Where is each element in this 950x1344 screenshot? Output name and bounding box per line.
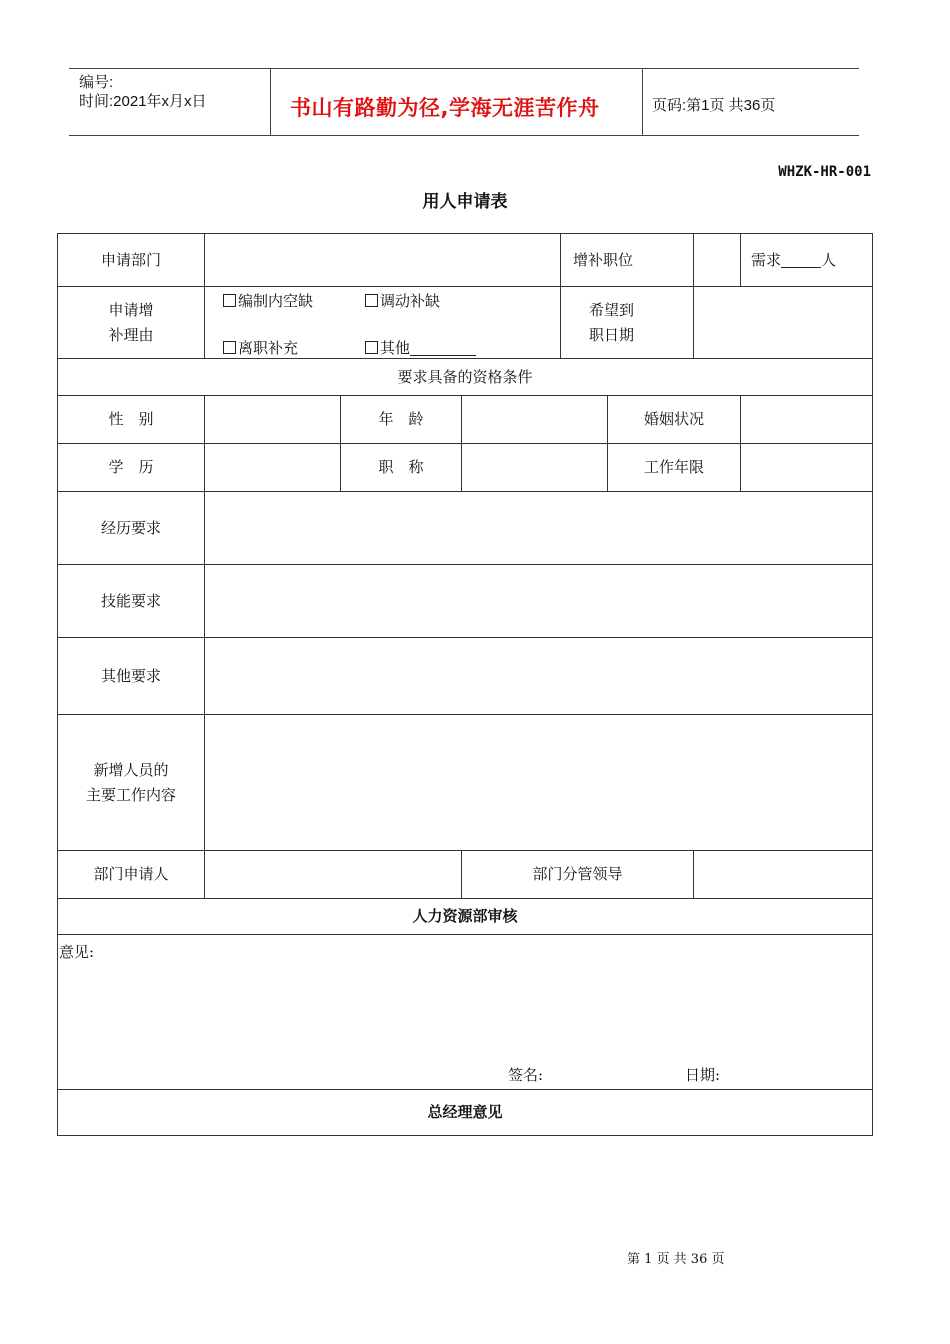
demand-prefix: 需求 xyxy=(751,250,782,269)
reason-option-1-label: 编制内空缺 xyxy=(238,292,314,310)
checkbox-icon[interactable] xyxy=(223,294,236,307)
skills-field[interactable] xyxy=(205,565,873,638)
gender-field[interactable] xyxy=(205,396,341,444)
rank-field[interactable] xyxy=(462,444,608,492)
dept-applicant-label: 部门申请人 xyxy=(58,851,205,899)
start-date-label xyxy=(561,287,694,359)
duties-field[interactable] xyxy=(205,715,873,851)
rank-label: 职 称 xyxy=(341,444,462,492)
age-field[interactable] xyxy=(462,396,608,444)
experience-label: 经历要求 xyxy=(58,492,205,565)
page-title: 用人申请表 xyxy=(422,192,508,212)
dept-leader-field[interactable] xyxy=(694,851,873,899)
apply-dept-label: 申请部门 xyxy=(58,234,205,287)
qualification-heading: 要求具备的资格条件 xyxy=(58,359,873,396)
demand-cell[interactable] xyxy=(741,234,873,287)
motto-text: 书山有路勤为径,学海无涯苦作舟 xyxy=(290,96,600,120)
reason-option-3-label: 离职补充 xyxy=(238,339,299,357)
dept-leader-label: 部门分管领导 xyxy=(462,851,694,899)
duties-label-line1: 新增人员的 xyxy=(93,760,169,779)
reason-label-line2: 补理由 xyxy=(108,325,154,344)
page-footer: 第 1 页 共 36 页 xyxy=(627,1252,725,1267)
hr-opinion-area[interactable] xyxy=(58,935,873,1090)
duties-label-line2: 主要工作内容 xyxy=(85,785,176,804)
sign-label: 签名: xyxy=(508,1066,544,1084)
duties-label xyxy=(58,715,205,851)
page-info: 页码:第1页 共36页 xyxy=(652,97,776,114)
reason-option-4-label: 其他 xyxy=(380,339,411,357)
gender-label: 性 别 xyxy=(58,396,205,444)
age-label: 年 龄 xyxy=(341,396,462,444)
reason-label-line1: 申请增 xyxy=(108,300,154,319)
start-date-field[interactable] xyxy=(694,287,873,359)
apply-dept-field[interactable] xyxy=(205,234,561,287)
number-label: 编号: xyxy=(79,74,114,91)
header-top-rule xyxy=(69,68,859,69)
reason-option-2-label: 调动补缺 xyxy=(380,292,441,310)
skills-label: 技能要求 xyxy=(58,565,205,638)
checkbox-icon[interactable] xyxy=(365,341,378,354)
start-date-label-line1: 希望到 xyxy=(589,300,635,319)
application-form xyxy=(57,233,873,1136)
document-code: WHZK-HR-001 xyxy=(778,164,871,180)
marital-field[interactable] xyxy=(741,396,873,444)
opinion-label: 意见: xyxy=(59,943,95,961)
work-years-label: 工作年限 xyxy=(608,444,741,492)
other-req-label: 其他要求 xyxy=(58,638,205,715)
other-reason-blank[interactable] xyxy=(410,339,476,356)
date-label: 日期: xyxy=(685,1066,721,1084)
hr-review-heading: 人力资源部审核 xyxy=(58,899,873,935)
reason-option-1[interactable] xyxy=(223,289,313,314)
position-field[interactable] xyxy=(694,234,741,287)
experience-field[interactable] xyxy=(205,492,873,565)
reason-options xyxy=(205,287,561,359)
work-years-field[interactable] xyxy=(741,444,873,492)
marital-label: 婚姻状况 xyxy=(608,396,741,444)
other-req-field[interactable] xyxy=(205,638,873,715)
education-label: 学 历 xyxy=(58,444,205,492)
time-label: 时间:2021年x月x日 xyxy=(79,93,207,110)
checkbox-icon[interactable] xyxy=(365,294,378,307)
header-divider-left xyxy=(270,68,271,135)
reason-label xyxy=(58,287,205,359)
checkbox-icon[interactable] xyxy=(223,341,236,354)
dept-applicant-field[interactable] xyxy=(205,851,462,899)
header-bottom-rule xyxy=(69,135,859,136)
reason-option-4[interactable] xyxy=(365,336,476,361)
demand-unit: 人 xyxy=(821,250,837,269)
start-date-label-line2: 职日期 xyxy=(589,325,635,344)
education-field[interactable] xyxy=(205,444,341,492)
position-label: 增补职位 xyxy=(561,234,694,287)
gm-opinion-heading: 总经理意见 xyxy=(58,1090,873,1136)
reason-option-2[interactable] xyxy=(365,289,440,314)
demand-blank[interactable] xyxy=(781,251,821,268)
header-divider-right xyxy=(642,68,643,135)
reason-option-3[interactable] xyxy=(223,336,298,361)
